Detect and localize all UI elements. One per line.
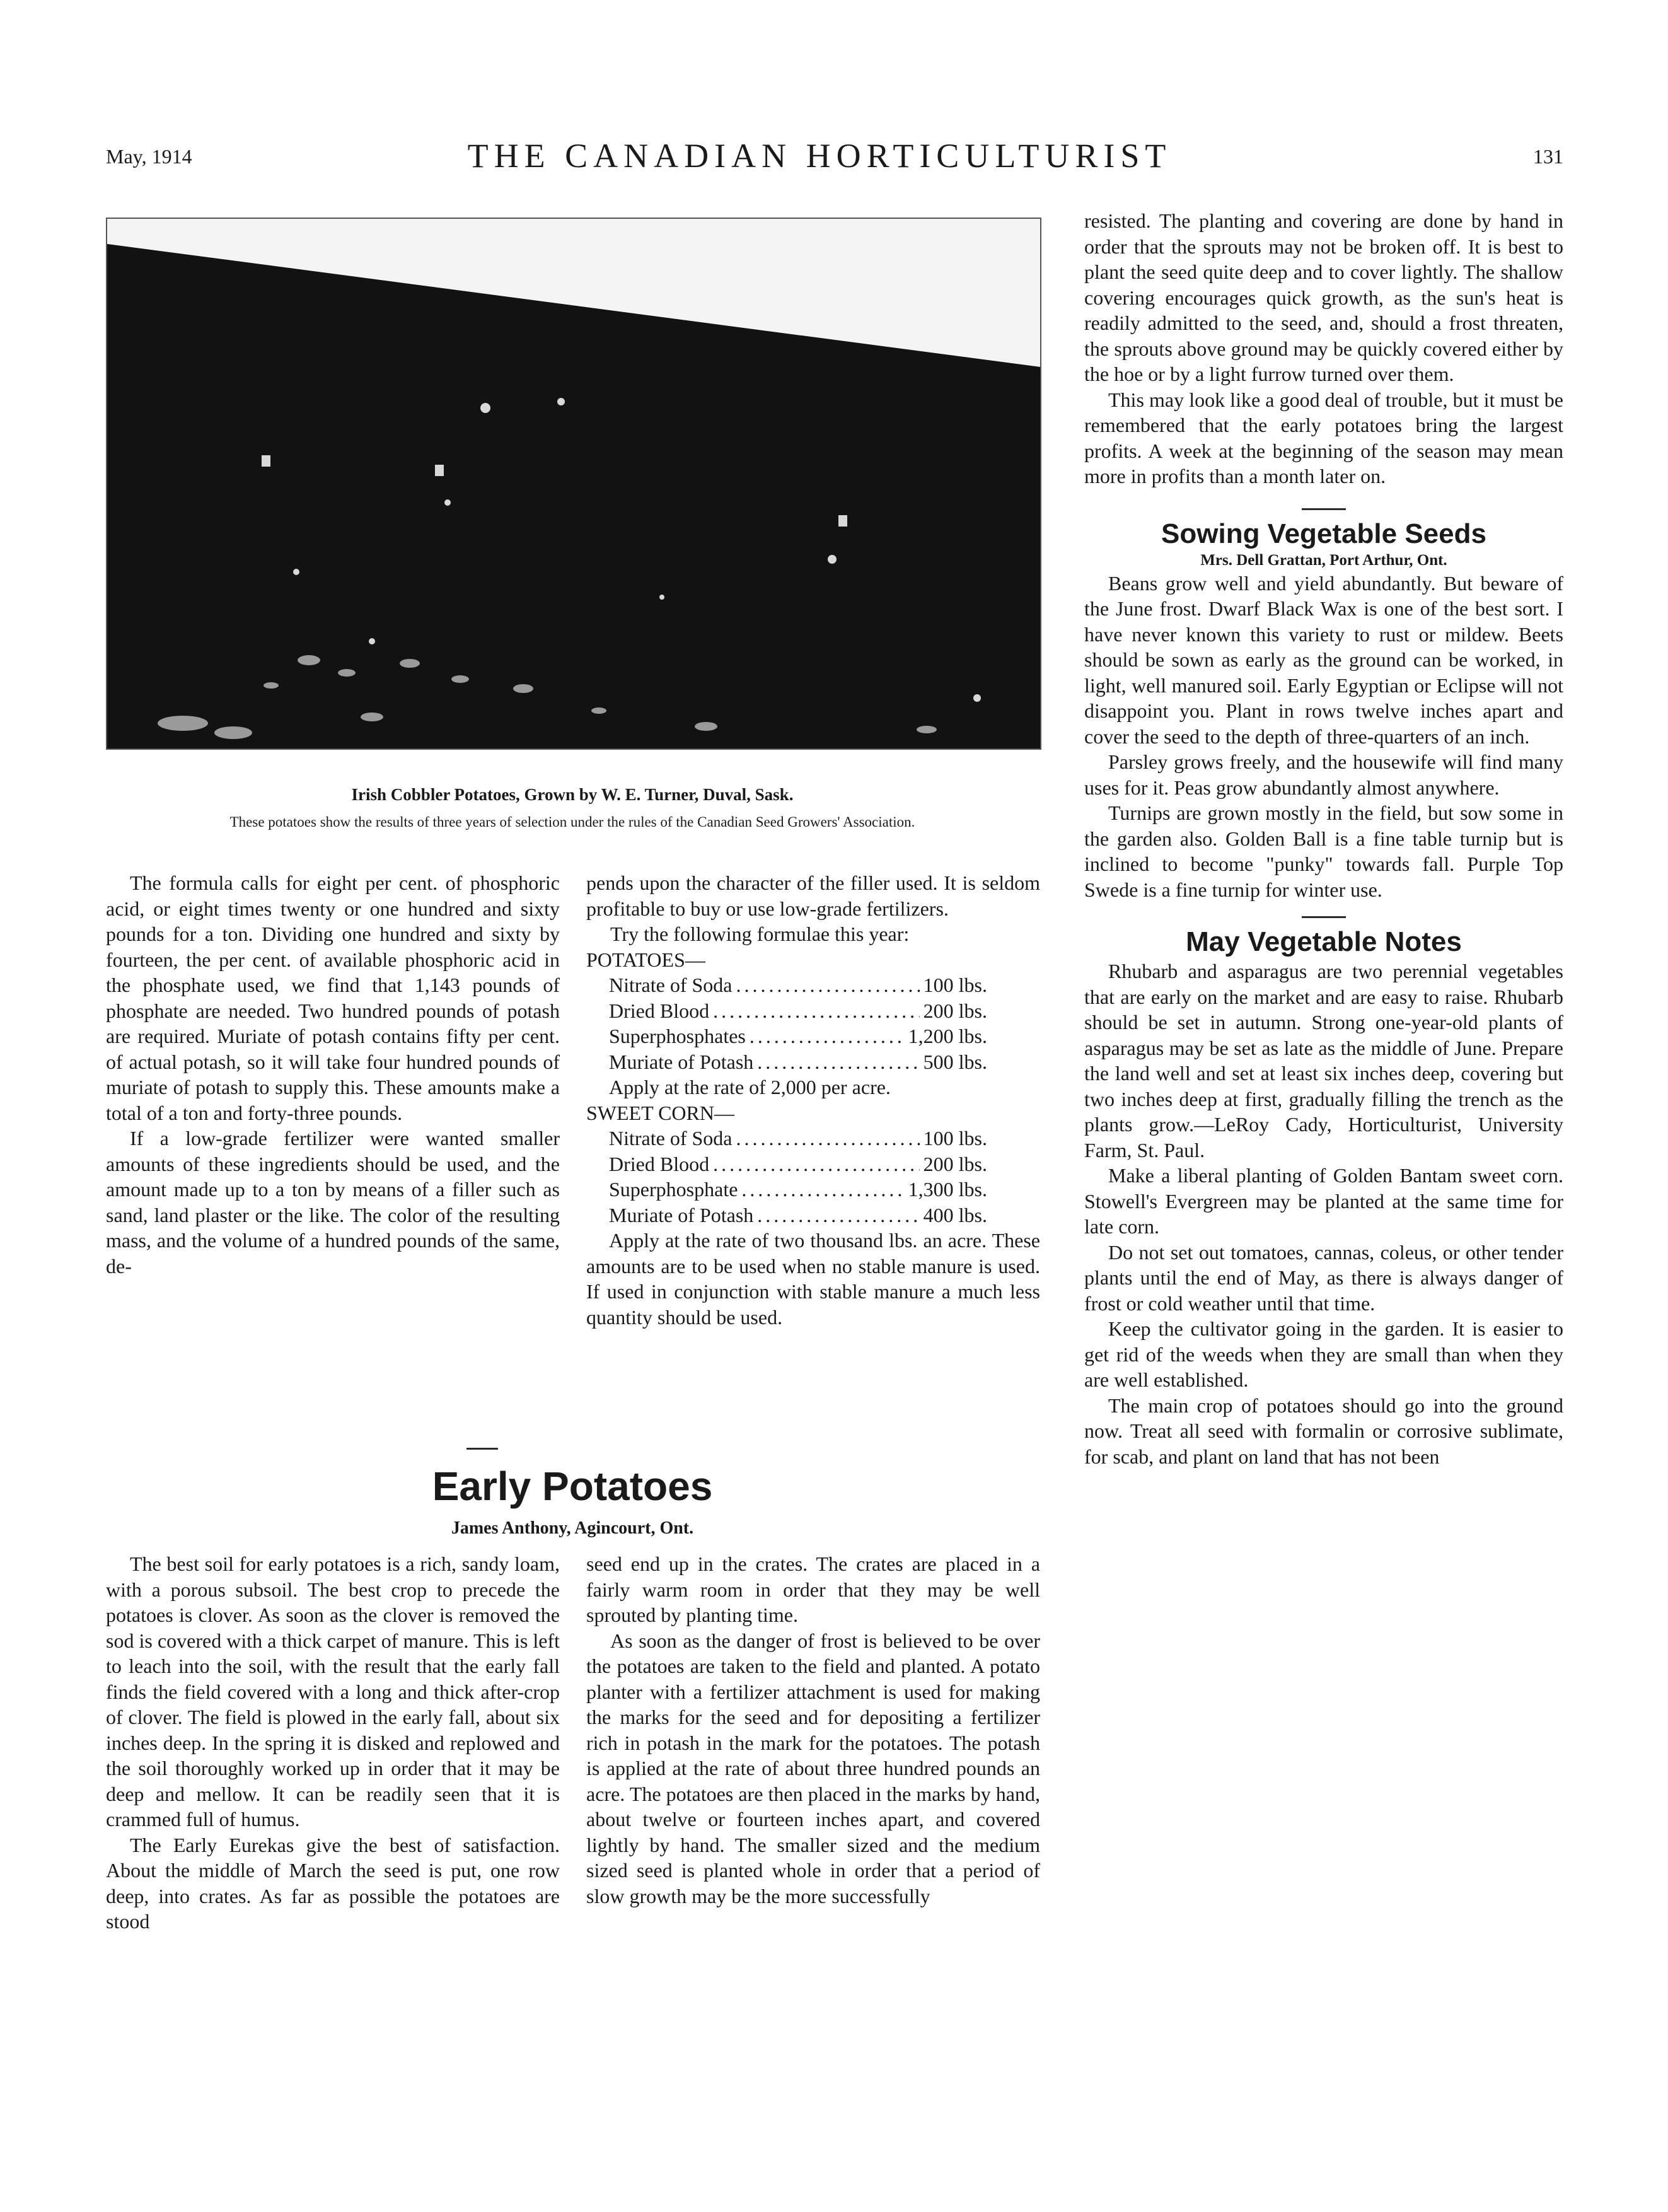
formulae-intro: Try the following formulae this year:	[610, 923, 910, 945]
journal-title: THE CANADIAN HORTICULTURIST	[467, 137, 1172, 175]
sweet-corn-heading: SWEET CORN—	[586, 1101, 734, 1124]
fertilizer-column-left	[106, 870, 560, 1279]
early-potatoes-column-2	[586, 1551, 1040, 1909]
fertilizer-column-right	[586, 870, 1040, 1330]
formula-row: Muriate of Potash ..... 500 lbs.	[586, 1049, 987, 1075]
fertilizer-paragraph: pends upon the character of the filler used. It is seldom profitable to buy or use low-grade fertilizers.	[586, 871, 1040, 920]
sowing-byline: Mrs. Dell Grattan, Port Arthur, Ont.	[1200, 551, 1447, 569]
sowing-title: Sowing Vegetable Seeds	[1161, 518, 1486, 549]
article-paragraph: resisted. The planting and covering are done by hand in order that the sprouts may not be broken off. It is best to plant the seed quite deep and to cover lightly. The shallow covering encourages quick growth, as the sun's heat is readily admitted to the seed, and, should a frost threaten, the sprouts above ground may be quickly covered either by the hoe or by a light furrow turned over them.	[1084, 209, 1563, 385]
article-paragraph: The main crop of potatoes should go into the ground now. Treat all seed with formalin or corrosive sublimate, for scab, and plant on land that has not been	[1084, 1394, 1563, 1468]
section-divider	[466, 1448, 498, 1450]
article-paragraph: Beans grow well and yield abundantly. But beware of the June frost. Dwarf Black Wax is one of the best sort. I have never known this variety to rust or mildew. Beets should be sown as early as the ground can be worked, in light, well manured soil. Early Egyptian or Eclipse will not disappoint you. Plant in rows twelve inches apart and cover the seed to the depth of three-quarters of an inch.	[1084, 571, 1563, 748]
issue-date: May, 1914	[106, 145, 192, 168]
formula-row: Nitrate of Soda ..... 100 lbs.	[586, 972, 987, 998]
section-divider	[1302, 916, 1346, 918]
article-paragraph: This may look like a good deal of trouble, but it must be remembered that the early potatoes bring the largest profits. A week at the beginning of the season may mean more in profits than a month later on.	[1084, 388, 1563, 487]
may-notes-title: May Vegetable Notes	[1186, 926, 1462, 957]
formula-row: Superphosphates ..... 1,200 lbs.	[586, 1023, 987, 1049]
formula-row: Muriate of Potash ..... 400 lbs.	[586, 1202, 987, 1228]
right-column	[1084, 208, 1563, 1469]
article-paragraph: Parsley grows freely, and the housewife will find many uses for it. Peas grow abundantly almost anywhere.	[1084, 750, 1563, 799]
formula-row: Superphosphate ..... 1,300 lbs.	[586, 1177, 987, 1202]
article-paragraph: Do not set out tomatoes, cannas, coleus, or other tender plants until the end of May, as there is always danger of frost or cold weather until that time.	[1084, 1240, 1563, 1315]
sweet-corn-formula-list	[586, 1126, 1040, 1228]
early-potatoes-column-1	[106, 1551, 560, 1935]
potatoes-heading: POTATOES—	[586, 948, 705, 971]
fertilizer-paragraph: The formula calls for eight per cent. of phosphoric acid, or eight times twenty or one hundred and sixty pounds for a ton. Dividing one hundred and sixty by fourteen, the per cent. of available phosphoric acid in the phosphate used, we find that 1,143 pounds of phosphate are needed. Two hundred pounds of potash are required. Muriate of potash contains fifty per cent. of actual potash, so it will take four hundred pounds of muriate of potash to supply this. These amounts make a total of a ton and forty-three pounds.	[106, 871, 560, 1124]
early-potatoes-byline: James Anthony, Agincourt, Ont.	[451, 1518, 694, 1538]
article-paragraph: The Early Eurekas give the best of satisfaction. About the middle of March the seed is put, one row deep, into crates. As far as possible the potatoes are stood	[106, 1833, 560, 1933]
formula-row: Dried Blood ..... 200 lbs.	[586, 1151, 987, 1177]
article-paragraph: Turnips are grown mostly in the field, but sow some in the garden also. Golden Ball is a fine table turnip but is inclined to become "punky" towards fall. Purple Top Swede is a fine turnip for winter use.	[1084, 801, 1563, 901]
potato-field-illustration	[107, 219, 1040, 748]
photo-caption-title: Irish Cobbler Potatoes, Grown by W. E. Turner, Duval, Sask.	[351, 785, 794, 804]
potatoes-formula-list	[586, 972, 1040, 1074]
photo-caption-subtitle: These potatoes show the results of three years of selection under the rules of the Canadian Seed Growers' Association.	[229, 814, 915, 830]
page-number: 131	[1533, 145, 1563, 168]
potato-field-photo	[106, 218, 1041, 750]
article-paragraph: seed end up in the crates. The crates are placed in a fairly warm room in order that they may be well sprouted by planting time.	[586, 1552, 1040, 1626]
formula-row: Nitrate of Soda ..... 100 lbs.	[586, 1126, 987, 1151]
formula-row: Dried Blood ..... 200 lbs.	[586, 998, 987, 1024]
article-paragraph: Keep the cultivator going in the garden. It is easier to get rid of the weeds when they are small than when they are well established.	[1084, 1317, 1563, 1391]
potatoes-apply-rate: Apply at the rate of 2,000 per acre.	[609, 1076, 891, 1098]
article-paragraph: The best soil for early potatoes is a rich, sandy loam, with a porous subsoil. The best crop to precede the potatoes is clover. As soon as the clover is removed the sod is covered with a thick carpet of manure. This is left to leach into the soil, with the result that the early fall finds the field covered with a long and thick after-crop of clover. The field is plowed in the early fall, about six inches deep. In the spring it is disked and replowed and the soil thoroughly worked up in order that it may be deep and mellow. It can be readily seen that it is crammed full of humus.	[106, 1552, 560, 1831]
fertilizer-paragraph: If a low-grade fertilizer were wanted smaller amounts of these ingredients should be used, and the amount made up to a ton by means of a filler such as sand, land plaster or the like. The color of the resulting mass, and the volume of a hundred pounds of the same, de-	[106, 1127, 560, 1278]
sweet-corn-apply-rate: Apply at the rate of two thousand lbs. an acre. These amounts are to be used when no stable manure is used. If used in conjunction with stable manure a much less quantity should be used.	[586, 1229, 1040, 1329]
early-potatoes-title: Early Potatoes	[432, 1464, 713, 1509]
article-paragraph: Rhubarb and asparagus are two perennial vegetables that are early on the market and are easy to raise. Rhubarb should be set in autumn. Strong one-year-old plants of asparagus may be set as late as the middle of June. Prepare the land well and set at least six inches deep, covering but two inches deep at first, gradually filling the trench as the plants grow.—LeRoy Cady, Horticulturist, University Farm, St. Paul.	[1084, 960, 1563, 1161]
article-paragraph: As soon as the danger of frost is believed to be over the potatoes are taken to the field and planted. A potato planter with a fertilizer attachment is used for making the marks for the seed and for depositing a fertilizer rich in potash in the mark for the potatoes. The potash is applied at the rate of about three hundred pounds an acre. The potatoes are then placed in the marks by hand, about twelve or fourteen inches apart, and covered lightly by hand. The smaller sized and the medium sized seed is planted whole in order that a period of slow growth may be the more successfully	[586, 1629, 1040, 1907]
article-paragraph: Make a liberal planting of Golden Bantam sweet corn. Stowell's Evergreen may be planted at the same time for late corn.	[1084, 1164, 1563, 1238]
section-divider	[1302, 508, 1346, 510]
